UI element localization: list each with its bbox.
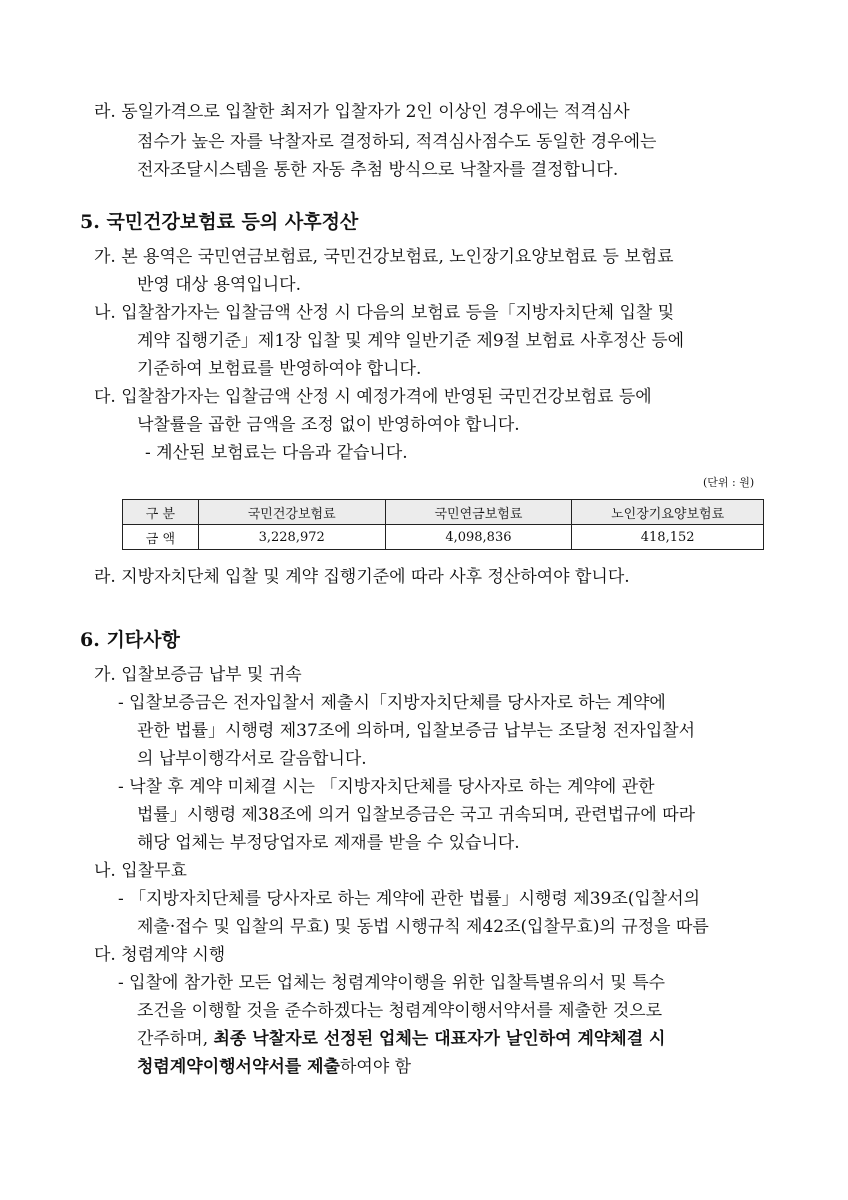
sec6-da-b1-line-4 [137, 1056, 411, 1078]
sec5-ra-line: 라. 지방자치단체 입찰 및 계약 집행기준에 따라 사후 정산하여야 합니다. [94, 567, 630, 587]
table-cell: 418,152 [572, 525, 764, 550]
sec6-na-b1-line-1: - 「지방자치단체를 당사자로 하는 계약에 관한 법률」시행령 제39조(입찰서의 [118, 889, 701, 909]
line4-bold: 청렴계약이행서약서를 제출 [137, 1057, 340, 1077]
sec6-ga-b2-line-1: - 낙찰 후 계약 미체결 시는 「지방자치단체를 당사자로 하는 계약에 관한 [118, 777, 655, 797]
insurance-table [122, 499, 764, 550]
sec5-na-line-2: 계약 집행기준」제1장 입찰 및 계약 일반기준 제9절 보험료 사후정산 등에 [137, 331, 685, 351]
table-row [123, 525, 764, 550]
sec5-ga-line-2: 반영 대상 용역입니다. [137, 275, 302, 295]
sec6-ga-b1-line-3: 의 납부이행각서로 갈음합니다. [137, 749, 367, 769]
sec6-da-b1-line-1: - 입찰에 참가한 모든 업체는 청렴계약이행을 위한 입찰특별유의서 및 특수 [118, 973, 666, 993]
line4-plain: 하여야 함 [339, 1057, 412, 1077]
sec6-da-b1-line-3 [137, 1028, 665, 1050]
sec5-da-bullet: - 계산된 보험료는 다음과 같습니다. [145, 443, 408, 463]
sec4-ra-line-1: 라. 동일가격으로 입찰한 최저가 입찰자가 2인 이상인 경우에는 적격심사 [94, 102, 630, 122]
sec6-na-b1-line-2: 제출·접수 및 입찰의 무효) 및 동법 시행규칙 제42조(입찰무효)의 규정을 따름 [137, 917, 709, 937]
sec6-da-title: 다. 청렴계약 시행 [94, 945, 226, 965]
sec6-ga-b1-line-2: 관한 법률」시행령 제37조에 의하며, 입찰보증금 납부는 조달청 전자입찰서 [137, 721, 696, 741]
unit-note: (단위 : 원) [703, 476, 755, 489]
sec5-da-line-1: 다. 입찰참가자는 입찰금액 산정 시 예정가격에 반영된 국민건강보험료 등에 [94, 387, 652, 407]
sec4-ra-line-2: 점수가 높은 자를 낙찰자로 결정하되, 적격심사점수도 동일한 경우에는 [137, 132, 657, 152]
sec5-title: 5. 국민건강보험료 등의 사후정산 [80, 211, 359, 233]
line3-bold: 최종 낙찰자로 선정된 업체는 대표자가 날인하여 계약체결 시 [213, 1029, 666, 1049]
sec6-ga-b2-line-3: 해당 업체는 부정당업자로 제재를 받을 수 있습니다. [137, 833, 520, 853]
sec6-ga-b1-line-1: - 입찰보증금은 전자입찰서 제출시「지방자치단체를 당사자로 하는 계약에 [118, 693, 666, 713]
sec6-da-b1-line-2: 조건을 이행할 것을 준수하겠다는 청렴계약이행서약서를 제출한 것으로 [137, 1001, 663, 1021]
table-header-cell: 노인장기요양보험료 [572, 500, 764, 525]
table-header-cell: 국민연금보험료 [385, 500, 572, 525]
sec4-ra-line-3: 전자조달시스템을 통한 자동 추첨 방식으로 낙찰자를 결정합니다. [137, 160, 619, 180]
sec5-ga-line-1: 가. 본 용역은 국민연금보험료, 국민건강보험료, 노인장기요양보험료 등 보험료 [94, 247, 674, 267]
sec5-da-line-2: 낙찰률을 곱한 금액을 조정 없이 반영하여야 합니다. [137, 415, 520, 435]
table-row-label: 금 액 [123, 525, 199, 550]
sec5-na-line-1: 나. 입찰참가자는 입찰금액 산정 시 다음의 보험료 등을「지방자치단체 입찰 및 [94, 303, 675, 323]
line3-plain: 간주하며, [137, 1029, 214, 1049]
sec6-title: 6. 기타사항 [80, 629, 180, 651]
table-header-cell: 구 분 [123, 500, 199, 525]
table-cell: 4,098,836 [385, 525, 572, 550]
table-header-row [123, 500, 764, 525]
sec6-ga-title: 가. 입찰보증금 납부 및 귀속 [94, 665, 302, 685]
sec5-na-line-3: 기준하여 보험료를 반영하여야 합니다. [137, 359, 422, 379]
table-cell: 3,228,972 [198, 525, 385, 550]
sec6-na-title: 나. 입찰무효 [94, 861, 187, 881]
table-header-cell: 국민건강보험료 [198, 500, 385, 525]
sec6-ga-b2-line-2: 법률」시행령 제38조에 의거 입찰보증금은 국고 귀속되며, 관련법규에 따라 [137, 805, 696, 825]
